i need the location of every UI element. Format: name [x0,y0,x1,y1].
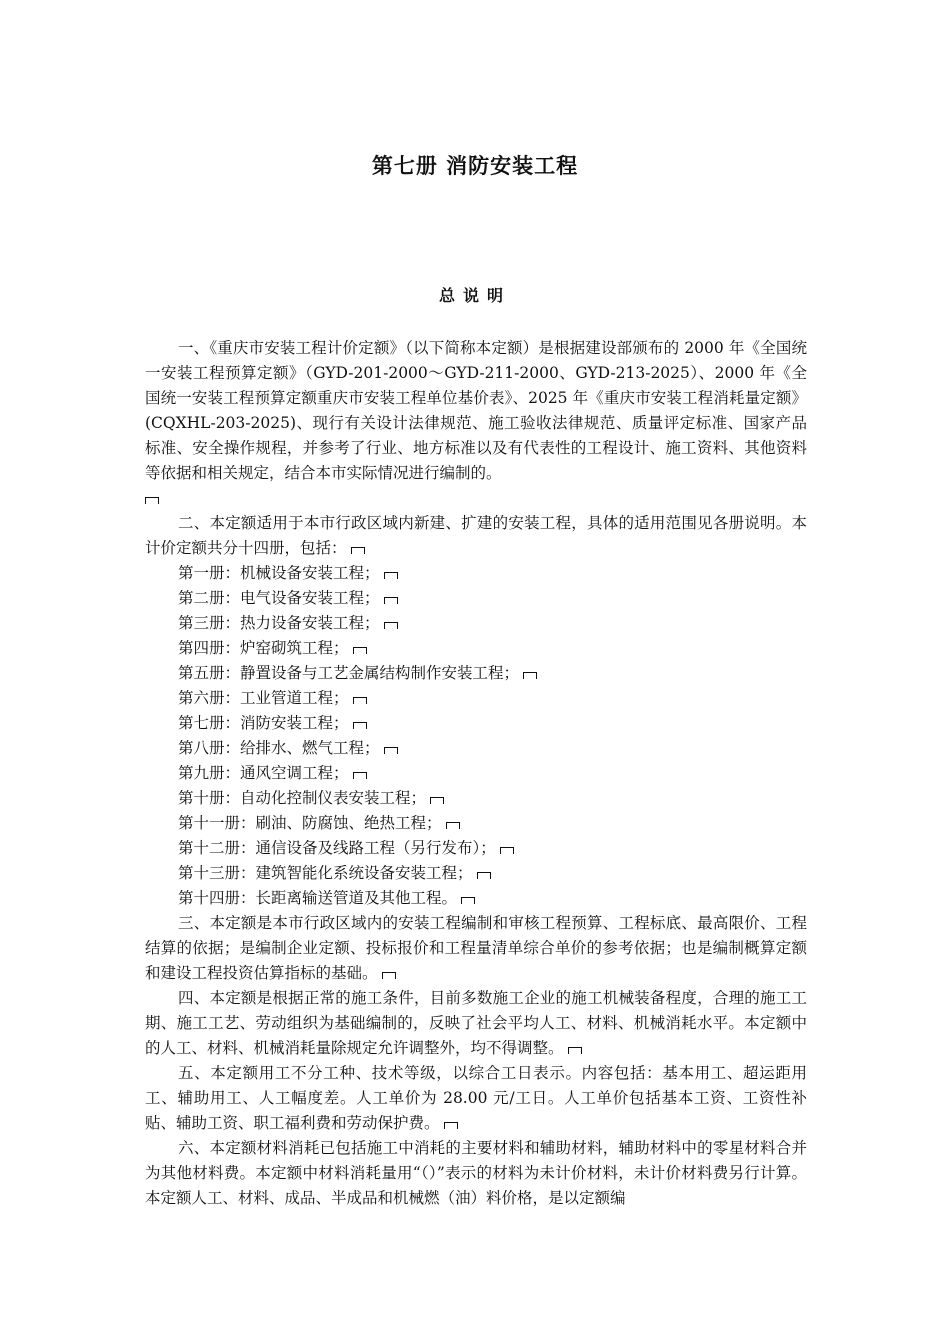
section-heading: 总说明 [438,286,511,305]
paragraph-mark-icon [382,972,396,979]
list-item: 第十二册：通信设备及线路工程（另行发布）； [145,836,807,861]
paragraph-mark-icon [444,1122,458,1129]
volume-title: 第七册 消防安装工程 [371,153,579,178]
list-item: 第一册：机械设备安装工程； [145,561,807,586]
paragraph-mark-icon [353,722,367,729]
paragraph-mark-icon [384,572,398,579]
list-item: 第三册：热力设备安装工程； [145,611,807,636]
paragraph-3: 三、本定额是本市行政区域内的安装工程编制和审核工程预算、工程标底、最高限价、工程结算的依据；是编制企业定额、投标报价和工程量清单综合单价的参考依据；也是编制概算定额和建设工程投资估算指标的基础。 [145,914,807,982]
list-item: 第十四册：长距离输送管道及其他工程。 [145,886,807,911]
paragraph-mark-icon [568,1047,582,1054]
document-body [145,336,807,1211]
paragraph-mark-icon [353,772,367,779]
paragraph-mark-icon [477,872,491,879]
paragraph-mark-icon [384,747,398,754]
paragraph-mark-icon [500,847,514,854]
paragraph-mark-line [145,486,807,511]
list-item: 第四册：炉窑砌筑工程； [145,636,807,661]
list-item: 第八册：给排水、燃气工程； [145,736,807,761]
list-item: 第九册：通风空调工程； [145,761,807,786]
volume-list [145,561,807,911]
paragraph-mark-icon [430,797,444,804]
paragraph-mark-icon [353,697,367,704]
list-item: 第五册：静置设备与工艺金属结构制作安装工程； [145,661,807,686]
list-item: 第七册：消防安装工程； [145,711,807,736]
paragraph-2: 二、本定额适用于本市行政区域内新建、扩建的安装工程，具体的适用范围见各册说明。本计价定额共分十四册，包括： [145,514,807,557]
list-item: 第十三册：建筑智能化系统设备安装工程； [145,861,807,886]
list-item: 第六册：工业管道工程； [145,686,807,711]
list-item: 第十一册：刷油、防腐蚀、绝热工程； [145,811,807,836]
paragraph-6: 六、本定额材料消耗已包括施工中消耗的主要材料和辅助材料，辅助材料中的零星材料合并为其他材料费。本定额中材料消耗量用“（）”表示的材料为未计价材料，未计价材料费另行计算。本定额人工、材料、成品、半成品和机械燃（油）料价格，是以定额编 [145,1139,807,1207]
paragraph-5: 五、本定额用工不分工种、技术等级，以综合工日表示。内容包括：基本用工、超运距用工、辅助用工、人工幅度差。人工单价为 28.00 元/工日。人工单价包括基本工资、工资性补贴、辅助工资、职工福利费和劳动保护费。 [145,1064,807,1132]
paragraph-1: 一、《重庆市安装工程计价定额》（以下简称本定额）是根据建设部颁布的 2000 年《全国统一安装工程预算定额》（GYD-201-2000～GYD-211-2000、GYD-213-2025）、2000 年《全国统一安装工程预算定额重庆市安装工程单位基价表》、2025 年《重庆市安装工程消耗量定额》(CQXHL-203-2025)、现行有关设计法律规范、施工验收法律规范、质量评定标准、国家产品标准、安全操作规程，并参考了行业、地方标准以及有代表性的工程设计、施工资料、其他资料等依据和相关规定，结合本市实际情况进行编制的。 [145,339,807,482]
paragraph-mark-icon [145,497,159,504]
paragraph-mark-icon [523,672,537,679]
list-item: 第十册：自动化控制仪表安装工程； [145,786,807,811]
paragraph-mark-icon [461,897,475,904]
paragraph-mark-icon [351,547,365,554]
paragraph-mark-icon [384,597,398,604]
paragraph-mark-icon [353,647,367,654]
paragraph-mark-icon [446,822,460,829]
paragraph-mark-icon [384,622,398,629]
paragraph-4: 四、本定额是根据正常的施工条件，目前多数施工企业的施工机械装备程度，合理的施工工期、施工工艺、劳动组织为基础编制的，反映了社会平均人工、材料、机械消耗水平。本定额中的人工、材料、机械消耗量除规定允许调整外，均不得调整。 [145,989,807,1057]
list-item: 第二册：电气设备安装工程； [145,586,807,611]
